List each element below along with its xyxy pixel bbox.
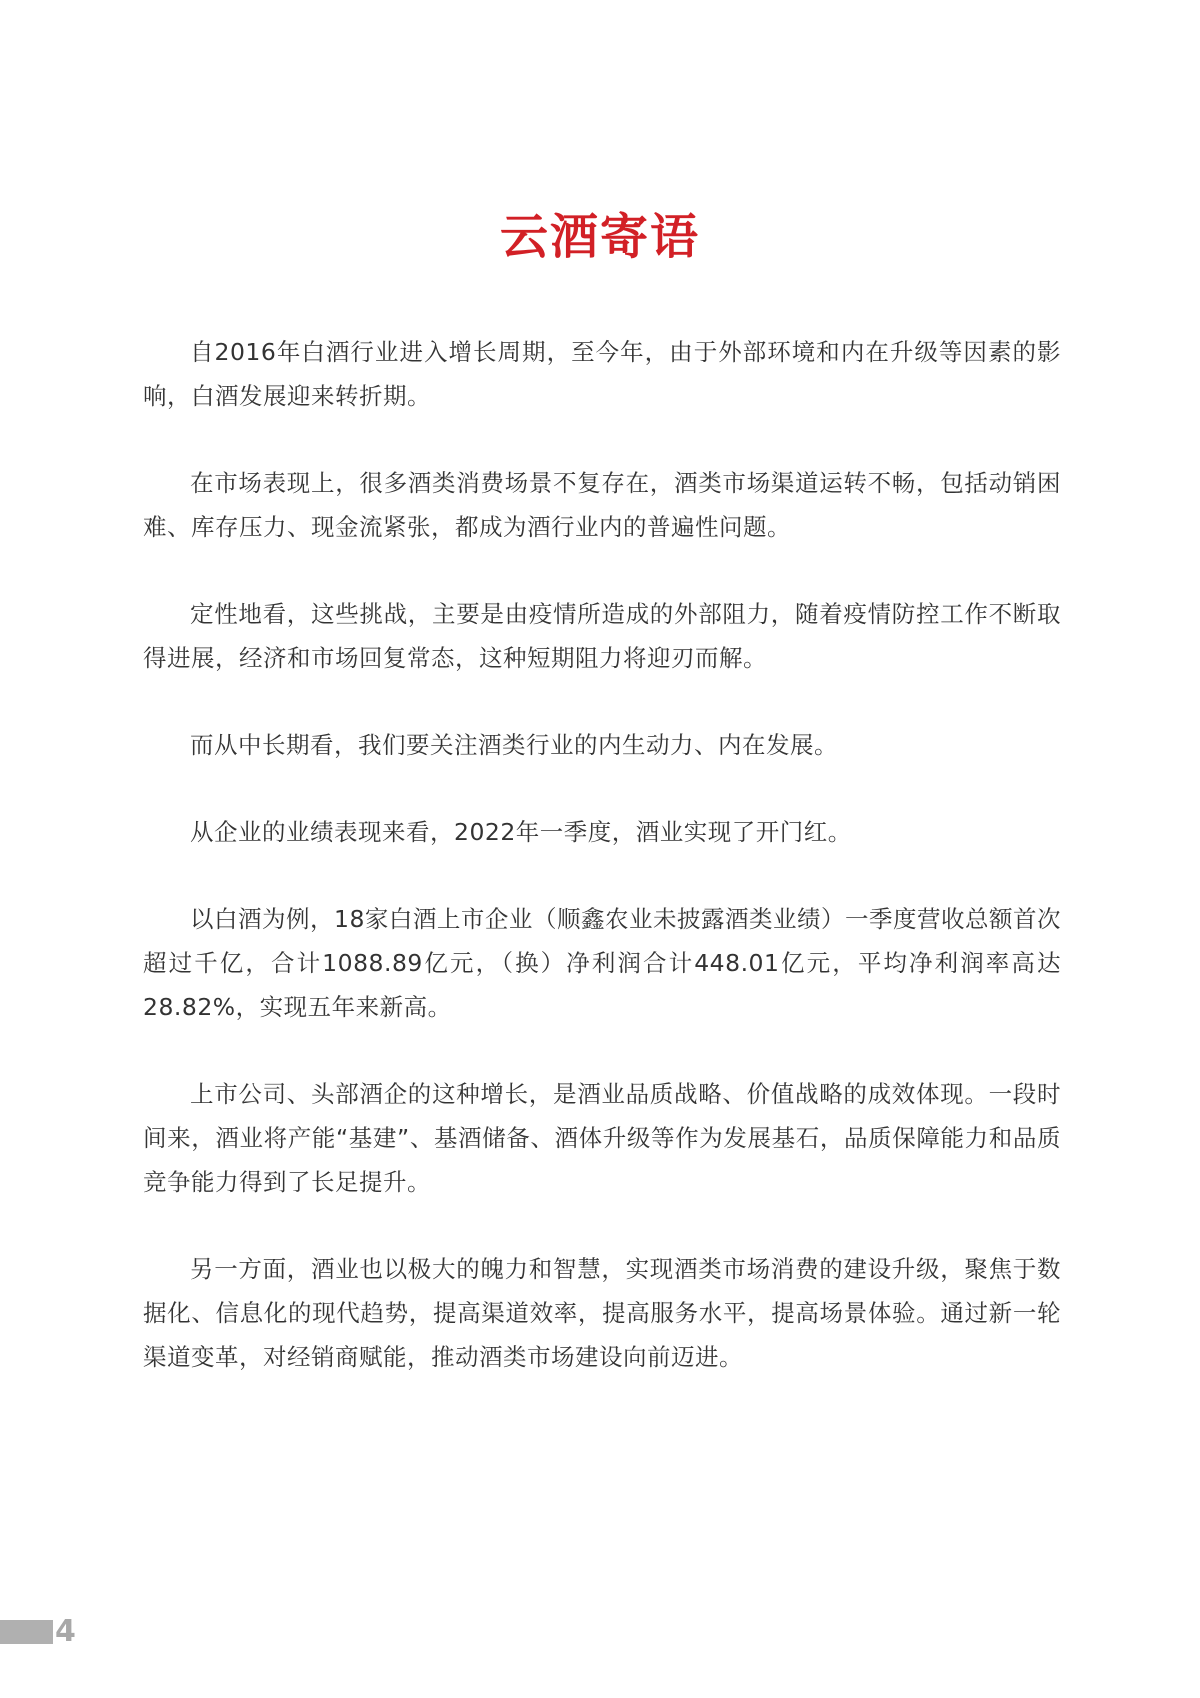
paragraph: 自2016年白酒行业进入增长周期，至今年，由于外部环境和内在升级等因素的影响，白酒发展迎来转折期。 xyxy=(143,338,1061,410)
page-number: 4 xyxy=(55,1614,76,1649)
page-title: 云酒寄语 xyxy=(499,209,700,265)
page-footer xyxy=(0,1616,76,1648)
article-body xyxy=(143,330,1061,1422)
paragraph: 在市场表现上，很多酒类消费场景不复存在，酒类市场渠道运转不畅，包括动销困难、库存压力、现金流紧张，都成为酒行业内的普遍性问题。 xyxy=(143,469,1061,541)
paragraph: 以白酒为例，18家白酒上市企业（顺鑫农业未披露酒类业绩）一季度营收总额首次超过千亿，合计1088.89亿元，（换）净利润合计448.01亿元，平均净利润率高达28.82%，实现五年来新高。 xyxy=(143,905,1061,1021)
paragraph: 而从中长期看，我们要关注酒类行业的内生动力、内在发展。 xyxy=(190,731,838,759)
paragraph: 从企业的业绩表现来看，2022年一季度，酒业实现了开门红。 xyxy=(190,818,852,846)
paragraph: 定性地看，这些挑战，主要是由疫情所造成的外部阻力，随着疫情防控工作不断取得进展，经济和市场回复常态，这种短期阻力将迎刃而解。 xyxy=(143,600,1061,672)
paragraph: 上市公司、头部酒企的这种增长，是酒业品质战略、价值战略的成效体现。一段时间来，酒业将产能“基建”、基酒储备、酒体升级等作为发展基石，品质保障能力和品质竞争能力得到了长足提升。 xyxy=(143,1080,1061,1196)
paragraph: 另一方面，酒业也以极大的魄力和智慧，实现酒类市场消费的建设升级，聚焦于数据化、信息化的现代趋势，提高渠道效率，提高服务水平，提高场景体验。通过新一轮渠道变革，对经销商赋能，推动酒类市场建设向前迈进。 xyxy=(143,1255,1061,1371)
footer-bar xyxy=(0,1620,53,1644)
